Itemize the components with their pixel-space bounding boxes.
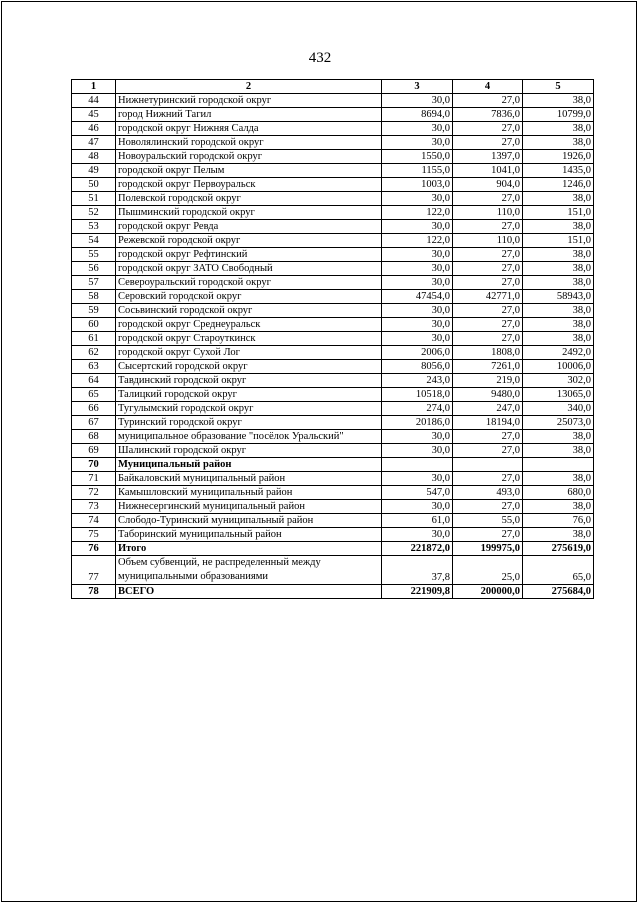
value-column-4-cell: 1808,0: [453, 346, 523, 360]
value-column-5-cell: 38,0: [523, 430, 594, 444]
value-column-3-cell: 274,0: [382, 402, 453, 416]
value-column-5-cell: 65,0: [523, 556, 594, 585]
value-column-4-cell: 904,0: [453, 178, 523, 192]
value-column-5-cell: 302,0: [523, 374, 594, 388]
column-header-3: 3: [382, 80, 453, 94]
value-column-4-cell: 200000,0: [453, 585, 523, 599]
row-number-cell: 59: [72, 304, 116, 318]
value-column-5-cell: [523, 458, 594, 472]
municipality-name-cell: Режевской городской округ: [116, 234, 382, 248]
value-column-3-cell: 8694,0: [382, 108, 453, 122]
row-number-cell: 45: [72, 108, 116, 122]
value-column-5-cell: 38,0: [523, 136, 594, 150]
value-column-5-cell: 2492,0: [523, 346, 594, 360]
value-column-5-cell: 38,0: [523, 262, 594, 276]
table-header-row: [72, 80, 594, 94]
value-column-5-cell: 38,0: [523, 444, 594, 458]
table-row: [72, 318, 594, 332]
value-column-3-cell: 122,0: [382, 234, 453, 248]
table-row: [72, 416, 594, 430]
row-number-cell: 75: [72, 528, 116, 542]
column-header-4: 4: [453, 80, 523, 94]
value-column-3-cell: 30,0: [382, 444, 453, 458]
value-column-4-cell: 199975,0: [453, 542, 523, 556]
value-column-3-cell: 30,0: [382, 318, 453, 332]
row-number-cell: 49: [72, 164, 116, 178]
value-column-3-cell: 47454,0: [382, 290, 453, 304]
value-column-4-cell: 27,0: [453, 528, 523, 542]
value-column-3-cell: 221909,8: [382, 585, 453, 599]
value-column-4-cell: 55,0: [453, 514, 523, 528]
value-column-3-cell: 30,0: [382, 304, 453, 318]
row-number-cell: 54: [72, 234, 116, 248]
value-column-5-cell: 38,0: [523, 528, 594, 542]
row-number-cell: 60: [72, 318, 116, 332]
municipality-name-cell: городской округ Рефтинский: [116, 248, 382, 262]
value-column-3-cell: 547,0: [382, 486, 453, 500]
municipality-name-cell: Североуральский городской округ: [116, 276, 382, 290]
value-column-4-cell: 7261,0: [453, 360, 523, 374]
value-column-3-cell: 243,0: [382, 374, 453, 388]
municipality-name-cell: городской округ Среднеуральск: [116, 318, 382, 332]
value-column-3-cell: 30,0: [382, 262, 453, 276]
table-row: [72, 290, 594, 304]
table-row: [72, 514, 594, 528]
value-column-5-cell: 275619,0: [523, 542, 594, 556]
municipality-name-cell: Объем субвенций, не распределенный между муниципальными образованиями: [116, 556, 382, 585]
municipality-name-cell: Байкаловский муниципальный район: [116, 472, 382, 486]
row-number-cell: 66: [72, 402, 116, 416]
municipality-name-cell: Туринский городской округ: [116, 416, 382, 430]
value-column-4-cell: 27,0: [453, 276, 523, 290]
row-number-cell: 64: [72, 374, 116, 388]
value-column-5-cell: 10799,0: [523, 108, 594, 122]
value-column-4-cell: 110,0: [453, 234, 523, 248]
municipality-name-cell: город Нижний Тагил: [116, 108, 382, 122]
row-number-cell: 68: [72, 430, 116, 444]
value-column-3-cell: 8056,0: [382, 360, 453, 374]
value-column-4-cell: 27,0: [453, 94, 523, 108]
value-column-3-cell: 30,0: [382, 500, 453, 514]
table-body: [72, 94, 594, 599]
value-column-4-cell: 247,0: [453, 402, 523, 416]
row-number-cell: 61: [72, 332, 116, 346]
value-column-3-cell: 30,0: [382, 122, 453, 136]
subvention-table: [71, 79, 594, 599]
table-row: [72, 528, 594, 542]
value-column-5-cell: 58943,0: [523, 290, 594, 304]
value-column-5-cell: 38,0: [523, 220, 594, 234]
value-column-5-cell: 25073,0: [523, 416, 594, 430]
value-column-3-cell: 37,8: [382, 556, 453, 585]
row-number-cell: 44: [72, 94, 116, 108]
municipality-name-cell: городской округ Сухой Лог: [116, 346, 382, 360]
row-number-cell: 76: [72, 542, 116, 556]
value-column-5-cell: 38,0: [523, 318, 594, 332]
value-column-5-cell: 1246,0: [523, 178, 594, 192]
row-number-cell: 70: [72, 458, 116, 472]
table-row: [72, 262, 594, 276]
value-column-4-cell: 27,0: [453, 262, 523, 276]
table-row: [72, 178, 594, 192]
value-column-4-cell: 110,0: [453, 206, 523, 220]
value-column-4-cell: 27,0: [453, 430, 523, 444]
row-number-cell: 73: [72, 500, 116, 514]
value-column-3-cell: 221872,0: [382, 542, 453, 556]
row-number-cell: 46: [72, 122, 116, 136]
municipality-name-cell: Талицкий городской округ: [116, 388, 382, 402]
municipality-name-cell: Таборинский муниципальный район: [116, 528, 382, 542]
row-number-cell: 74: [72, 514, 116, 528]
row-number-cell: 52: [72, 206, 116, 220]
value-column-4-cell: 27,0: [453, 248, 523, 262]
municipality-name-cell: Итого: [116, 542, 382, 556]
value-column-5-cell: 13065,0: [523, 388, 594, 402]
table-row: [72, 402, 594, 416]
municipality-name-cell: Новоуральский городской округ: [116, 150, 382, 164]
table-row: [72, 206, 594, 220]
value-column-4-cell: 1397,0: [453, 150, 523, 164]
table-row: [72, 444, 594, 458]
municipality-name-cell: Тугулымский городской округ: [116, 402, 382, 416]
municipality-name-cell: городской округ Первоуральск: [116, 178, 382, 192]
municipality-name-cell: городской округ Пелым: [116, 164, 382, 178]
table-row: [72, 108, 594, 122]
municipality-name-cell: Нижнесергинский муниципальный район: [116, 500, 382, 514]
table-row: [72, 304, 594, 318]
municipality-name-cell: Новолялинский городской округ: [116, 136, 382, 150]
row-number-cell: 77: [72, 556, 116, 585]
municipality-name-cell: Нижнетуринский городской округ: [116, 94, 382, 108]
table-row: [72, 556, 594, 585]
municipality-name-cell: ВСЕГО: [116, 585, 382, 599]
table-row: [72, 94, 594, 108]
value-column-5-cell: 38,0: [523, 94, 594, 108]
value-column-3-cell: 30,0: [382, 136, 453, 150]
table-row: [72, 220, 594, 234]
table-row: [72, 164, 594, 178]
page-number: 432: [308, 50, 332, 66]
table-row: [72, 388, 594, 402]
municipality-name-cell: Камышловский муниципальный район: [116, 486, 382, 500]
value-column-3-cell: 30,0: [382, 528, 453, 542]
table-row: [72, 500, 594, 514]
value-column-4-cell: 27,0: [453, 192, 523, 206]
municipality-name-cell: городской округ Староуткинск: [116, 332, 382, 346]
value-column-4-cell: 27,0: [453, 472, 523, 486]
table-row: [72, 122, 594, 136]
table-row: [72, 332, 594, 346]
value-column-4-cell: 1041,0: [453, 164, 523, 178]
table-row: [72, 458, 594, 472]
municipality-name-cell: городской округ Нижняя Салда: [116, 122, 382, 136]
value-column-5-cell: 151,0: [523, 206, 594, 220]
value-column-3-cell: 30,0: [382, 192, 453, 206]
table-row: [72, 136, 594, 150]
table-row: [72, 486, 594, 500]
column-header-5: 5: [523, 80, 594, 94]
row-number-cell: 62: [72, 346, 116, 360]
row-number-cell: 51: [72, 192, 116, 206]
municipality-name-cell: Шалинский городской округ: [116, 444, 382, 458]
municipality-name-cell: Сосьвинский городской округ: [116, 304, 382, 318]
value-column-3-cell: 30,0: [382, 248, 453, 262]
value-column-5-cell: 38,0: [523, 248, 594, 262]
row-number-cell: 72: [72, 486, 116, 500]
value-column-5-cell: 38,0: [523, 500, 594, 514]
table-row: [72, 150, 594, 164]
value-column-3-cell: 20186,0: [382, 416, 453, 430]
column-header-2: 2: [116, 80, 382, 94]
value-column-3-cell: 30,0: [382, 430, 453, 444]
value-column-4-cell: 42771,0: [453, 290, 523, 304]
row-number-cell: 78: [72, 585, 116, 599]
table-row: [72, 472, 594, 486]
value-column-4-cell: 27,0: [453, 332, 523, 346]
table-row: [72, 542, 594, 556]
table-row: [72, 234, 594, 248]
value-column-5-cell: 38,0: [523, 122, 594, 136]
value-column-3-cell: 30,0: [382, 472, 453, 486]
municipality-name-cell: муниципальное образование "посёлок Уральский": [116, 430, 382, 444]
value-column-4-cell: 18194,0: [453, 416, 523, 430]
value-column-4-cell: 27,0: [453, 122, 523, 136]
value-column-4-cell: 7836,0: [453, 108, 523, 122]
municipality-name-cell: Сысертский городской округ: [116, 360, 382, 374]
municipality-name-cell: городской округ Ревда: [116, 220, 382, 234]
row-number-cell: 53: [72, 220, 116, 234]
row-number-cell: 71: [72, 472, 116, 486]
table-row: [72, 248, 594, 262]
value-column-3-cell: 30,0: [382, 94, 453, 108]
row-number-cell: 63: [72, 360, 116, 374]
value-column-5-cell: 275684,0: [523, 585, 594, 599]
value-column-5-cell: 1926,0: [523, 150, 594, 164]
value-column-3-cell: 1155,0: [382, 164, 453, 178]
value-column-5-cell: 38,0: [523, 332, 594, 346]
value-column-3-cell: 30,0: [382, 332, 453, 346]
table-row: [72, 192, 594, 206]
value-column-4-cell: 27,0: [453, 220, 523, 234]
value-column-3-cell: [382, 458, 453, 472]
value-column-5-cell: 340,0: [523, 402, 594, 416]
municipality-name-cell: городской округ ЗАТО Свободный: [116, 262, 382, 276]
value-column-3-cell: 10518,0: [382, 388, 453, 402]
value-column-4-cell: 27,0: [453, 304, 523, 318]
table-row: [72, 430, 594, 444]
value-column-5-cell: 10006,0: [523, 360, 594, 374]
value-column-3-cell: 1003,0: [382, 178, 453, 192]
value-column-3-cell: 1550,0: [382, 150, 453, 164]
value-column-5-cell: 680,0: [523, 486, 594, 500]
municipality-name-cell: Тавдинский городской округ: [116, 374, 382, 388]
value-column-3-cell: 122,0: [382, 206, 453, 220]
value-column-3-cell: 61,0: [382, 514, 453, 528]
value-column-3-cell: 30,0: [382, 276, 453, 290]
value-column-5-cell: 151,0: [523, 234, 594, 248]
value-column-5-cell: 38,0: [523, 304, 594, 318]
table-row: [72, 276, 594, 290]
row-number-cell: 58: [72, 290, 116, 304]
row-number-cell: 67: [72, 416, 116, 430]
row-number-cell: 56: [72, 262, 116, 276]
municipality-name-cell: Слободо-Туринский муниципальный район: [116, 514, 382, 528]
value-column-5-cell: 1435,0: [523, 164, 594, 178]
column-header-1: 1: [72, 80, 116, 94]
row-number-cell: 57: [72, 276, 116, 290]
row-number-cell: 55: [72, 248, 116, 262]
row-number-cell: 69: [72, 444, 116, 458]
table-row: [72, 374, 594, 388]
value-column-3-cell: 30,0: [382, 220, 453, 234]
table-row: [72, 346, 594, 360]
municipality-name-cell: Серовский городской округ: [116, 290, 382, 304]
value-column-5-cell: 38,0: [523, 472, 594, 486]
value-column-4-cell: 493,0: [453, 486, 523, 500]
value-column-4-cell: 27,0: [453, 318, 523, 332]
table-row: [72, 585, 594, 599]
municipality-name-cell: Муниципальный район: [116, 458, 382, 472]
value-column-5-cell: 38,0: [523, 192, 594, 206]
table-row: [72, 360, 594, 374]
municipality-name-cell: Полевской городской округ: [116, 192, 382, 206]
value-column-5-cell: 38,0: [523, 276, 594, 290]
row-number-cell: 65: [72, 388, 116, 402]
row-number-cell: 47: [72, 136, 116, 150]
row-number-cell: 48: [72, 150, 116, 164]
row-number-cell: 50: [72, 178, 116, 192]
value-column-4-cell: 27,0: [453, 136, 523, 150]
value-column-3-cell: 2006,0: [382, 346, 453, 360]
value-column-4-cell: 219,0: [453, 374, 523, 388]
value-column-4-cell: 25,0: [453, 556, 523, 585]
value-column-4-cell: [453, 458, 523, 472]
value-column-5-cell: 76,0: [523, 514, 594, 528]
value-column-4-cell: 9480,0: [453, 388, 523, 402]
municipality-name-cell: Пышминский городской округ: [116, 206, 382, 220]
value-column-4-cell: 27,0: [453, 444, 523, 458]
value-column-4-cell: 27,0: [453, 500, 523, 514]
